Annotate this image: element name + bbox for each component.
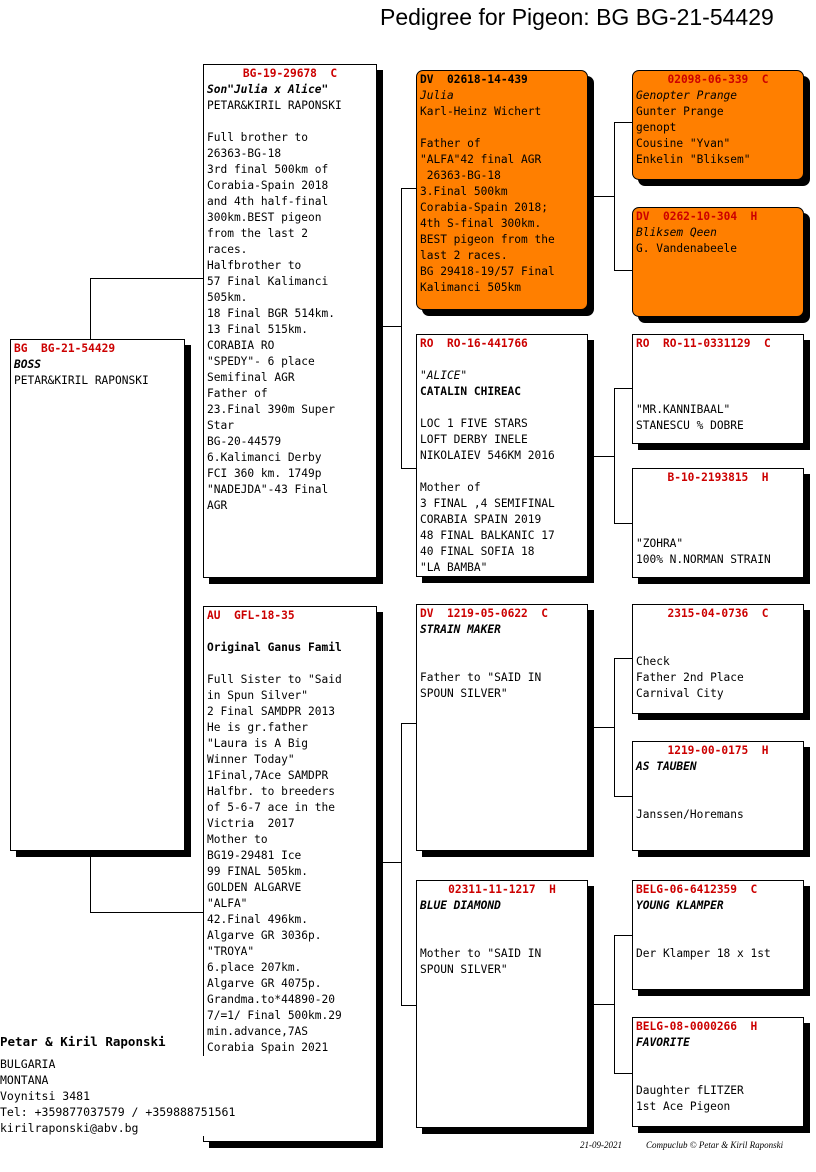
text-line: LOC 1 FIVE STARS [420, 417, 528, 430]
ggp-ring: BELG-08-0000266 H [636, 1020, 758, 1033]
text-line: "LA BAMBA" [420, 561, 488, 574]
text-line: AGR [207, 499, 228, 512]
text-line: Halfbr. to breeders [207, 785, 335, 798]
ggp-card-8[interactable] [632, 1017, 804, 1127]
connector [614, 270, 632, 271]
grandsire-maternal-card[interactable] [416, 604, 588, 851]
subject-ring: BG BG-21-54429 [14, 342, 116, 355]
subject-owner: PETAR&KIRIL RAPONSKI [14, 374, 149, 387]
gp-name: "ALICE" [420, 369, 468, 382]
connector [401, 1005, 416, 1006]
text-line: 26363-BG-18 [420, 169, 501, 182]
text-line: GOLDEN ALGARVE [207, 881, 302, 894]
text-line: Algarve GR 4075p. [207, 977, 322, 990]
text-line: 100% N.NORMAN STRAIN [636, 553, 771, 566]
text-line: 7/=1/ Final 500km.29 [207, 1009, 342, 1022]
text-line: "ZOHRA" [636, 537, 684, 550]
text-line: 505km. [207, 291, 248, 304]
text-line: 3rd final 500km of [207, 163, 329, 176]
ggp-card-1[interactable] [632, 70, 804, 180]
dam-ring: AU GFL-18-35 [207, 609, 295, 622]
text-line: FCI 360 km. 1749p [207, 467, 322, 480]
text-line: He is gr.father [207, 721, 309, 734]
text-line: Winner Today" [207, 753, 295, 766]
text-line: Corabia-Spain 2018; [420, 201, 548, 214]
gp-ring: DV 1219-05-0622 C [420, 607, 549, 620]
sire-ring: BG-19-29678 C [242, 67, 338, 80]
text-line: CORABIA RO [207, 339, 275, 352]
breeder-name: Petar & Kiril Raponski [0, 1034, 166, 1049]
text-line: 42.Final 496km. [207, 913, 309, 926]
text-line: min.advance,7AS [207, 1025, 309, 1038]
connector [614, 388, 632, 389]
connector [614, 388, 615, 523]
connector [588, 196, 614, 197]
text-line: "SPEDY"- 6 place [207, 355, 315, 368]
connector [614, 122, 632, 123]
ggp-card-3[interactable] [632, 334, 804, 444]
ggp-name: FAVORITE [636, 1036, 690, 1049]
text-line: 23.Final 390m Super [207, 403, 335, 416]
text-line: 2 Final SAMDPR 2013 [207, 705, 335, 718]
ggp-name: YOUNG KLAMPER [636, 899, 724, 912]
text-line: Father to "SAID IN [420, 671, 542, 684]
text-line: Father of [207, 387, 268, 400]
ggp-card-7[interactable] [632, 880, 804, 990]
text-line: 3.Final 500km [420, 185, 508, 198]
text-line: Carnival City [636, 687, 724, 700]
ggp-ring: 02098-06-339 C [667, 73, 769, 86]
text-line [420, 464, 584, 480]
gp-notes [420, 946, 584, 978]
ggp-notes [636, 654, 800, 702]
ggp-card-4[interactable] [632, 468, 804, 578]
ggp-card-6[interactable] [632, 741, 804, 851]
grandsire-paternal-card[interactable] [416, 70, 588, 310]
connector [614, 1073, 632, 1074]
connector [401, 188, 402, 468]
text-line: Janssen/Horemans [636, 808, 744, 821]
page-title: Pedigree for Pigeon: BG BG-21-54429 [380, 4, 774, 30]
ggp-owner: G. Vandenabeele [636, 242, 738, 255]
granddam-paternal-card[interactable] [416, 334, 588, 577]
text-line: Full brother to [207, 131, 309, 144]
connector [376, 862, 401, 863]
text-line: Kalimanci 505km [420, 281, 522, 294]
text-line: Corabia Spain 2021 [207, 1041, 329, 1054]
connector [90, 278, 204, 279]
text-line: in Spun Silver" [207, 689, 309, 702]
text-line: Halfbrother to [207, 259, 302, 272]
ggp-name: Bliksem Qeen [636, 226, 717, 239]
connector [614, 523, 632, 524]
text-line: Victria 2017 [207, 817, 295, 830]
text-line: "MR.KANNIBAAL" [636, 403, 731, 416]
gp-ring: DV 02618-14-439 [420, 73, 528, 86]
connector [614, 658, 615, 796]
dam-name: Original Ganus Famil [207, 641, 342, 654]
connector [401, 723, 402, 1005]
ggp-name: AS TAUBEN [636, 760, 697, 773]
breeder-info [0, 1034, 235, 1136]
connector [401, 188, 416, 189]
text-line: Mother to "SAID IN [420, 947, 542, 960]
connector [588, 727, 614, 728]
ggp-ring: B-10-2193815 H [667, 471, 769, 484]
breeder-address [0, 1056, 235, 1136]
gp-notes [420, 416, 584, 576]
dam-notes [207, 672, 373, 1056]
ggp-ring: DV 0262-10-304 H [636, 210, 758, 223]
text-line: BEST pigeon from the [420, 233, 555, 246]
text-line: Daughter fLITZER [636, 1084, 744, 1097]
text-line: "ALFA" [207, 897, 248, 910]
text-line: Grandma.to*44890-20 [207, 993, 335, 1006]
text-line: BG 29418-19/57 Final [420, 265, 555, 278]
text-line: MONTANA [0, 1073, 49, 1087]
gp-name: BLUE DIAMOND [420, 899, 501, 912]
ggp-notes [636, 946, 800, 962]
text-line: Enkelin "Bliksem" [636, 153, 751, 166]
text-line: last 2 races. [420, 249, 508, 262]
connector [376, 326, 401, 327]
ggp-card-5[interactable] [632, 604, 804, 714]
text-line: 13 Final 515km. [207, 323, 309, 336]
ggp-notes [636, 402, 800, 434]
ggp-notes [636, 1083, 800, 1115]
text-line: SPOUN SILVER" [420, 963, 508, 976]
text-line: Semifinal AGR [207, 371, 295, 384]
text-line: 300km.BEST pigeon [207, 211, 322, 224]
ggp-name: Genopter Prange [636, 89, 738, 102]
subject-card[interactable] [10, 339, 185, 851]
text-line: 4th S-final 300km. [420, 217, 542, 230]
text-line: 3 FINAL ,4 SEMIFINAL [420, 497, 555, 510]
text-line: 6.place 207km. [207, 961, 302, 974]
text-line: 40 FINAL SOFIA 18 [420, 545, 535, 558]
connector [588, 456, 614, 457]
text-line: Full Sister to "Said [207, 673, 342, 686]
ggp-owner: Gunter Prange [636, 105, 724, 118]
connector [614, 658, 632, 659]
connector [614, 796, 632, 797]
text-line: from the last 2 [207, 227, 309, 240]
text-line: Mother of [420, 481, 481, 494]
connector [401, 468, 416, 469]
text-line: 1Final,7Ace SAMDPR [207, 769, 329, 782]
text-line: 26363-BG-18 [207, 147, 282, 160]
text-line: BG19-29481 Ice [207, 849, 302, 862]
text-line: and 4th half-final [207, 195, 329, 208]
text-line: Algarve GR 3036p. [207, 929, 322, 942]
text-line: Corabia-Spain 2018 [207, 179, 329, 192]
sire-name: Son"Julia x Alice" [207, 83, 329, 96]
gp-name: Julia [420, 89, 454, 102]
sire-notes [207, 130, 373, 514]
text-line: LOFT DERBY INELE [420, 433, 528, 446]
text-line: "Laura is A Big [207, 737, 309, 750]
ggp-ring: 1219-00-0175 H [667, 744, 769, 757]
connector [588, 1004, 614, 1005]
footer-credit: Compuclub © Petar & Kiril Raponski [646, 1140, 784, 1150]
text-line: races. [207, 243, 248, 256]
gp-name: STRAIN MAKER [420, 623, 501, 636]
connector [90, 278, 91, 340]
ggp-card-2[interactable] [632, 207, 804, 317]
gp-notes [420, 670, 584, 702]
sire-owner: PETAR&KIRIL RAPONSKI [207, 99, 342, 112]
gp-ring: 02311-11-1217 H [448, 883, 556, 896]
text-line: Tel: +359877037579 / +359888751561 [0, 1105, 236, 1119]
ggp-notes [636, 807, 800, 823]
text-line: BG-20-44579 [207, 435, 282, 448]
text-line: 18 Final BGR 514km. [207, 307, 335, 320]
text-line: 57 Final Kalimanci [207, 275, 329, 288]
text-line: NIKOLAIEV 546KM 2016 [420, 449, 555, 462]
footer-date: 21-09-2021 [580, 1140, 622, 1150]
text-line: Voynitsi 3481 [0, 1089, 91, 1103]
ggp-notes [636, 120, 800, 168]
sire-card[interactable] [203, 64, 377, 578]
text-line: Check [636, 655, 670, 668]
text-line: BULGARIA [0, 1057, 56, 1071]
text-line: SPOUN SILVER" [420, 687, 508, 700]
text-line: Cousine "Yvan" [636, 137, 731, 150]
text-line: CORABIA SPAIN 2019 [420, 513, 542, 526]
connector [401, 723, 416, 724]
connector [614, 935, 632, 936]
text-line: "NADEJDA"-43 Final [207, 483, 329, 496]
gp-notes [420, 136, 584, 296]
text-line: 48 FINAL BALKANIC 17 [420, 529, 555, 542]
text-line: Der Klamper 18 x 1st [636, 947, 771, 960]
subject-name: BOSS [14, 358, 41, 371]
text-line: Star [207, 419, 234, 432]
text-line: 6.Kalimanci Derby [207, 451, 322, 464]
connector [90, 852, 91, 912]
ggp-ring: RO RO-11-0331129 C [636, 337, 771, 350]
granddam-maternal-card[interactable] [416, 880, 588, 1128]
text-line: 99 FINAL 505km. [207, 865, 309, 878]
gp-owner: Karl-Heinz Wichert [420, 105, 542, 118]
text-line: Father of [420, 137, 481, 150]
text-line: 1st Ace Pigeon [636, 1100, 731, 1113]
text-line: STANESCU % DOBRE [636, 419, 744, 432]
text-line: of 5-6-7 ace in the [207, 801, 335, 814]
ggp-notes [636, 536, 800, 568]
text-line: "TROYA" [207, 945, 255, 958]
text-line: genopt [636, 121, 677, 134]
ggp-ring: BELG-06-6412359 C [636, 883, 758, 896]
connector [614, 122, 615, 270]
gp-owner: CATALIN CHIREAC [420, 385, 522, 398]
gp-ring: RO RO-16-441766 [420, 337, 528, 350]
text-line: "ALFA"42 final AGR [420, 153, 542, 166]
ggp-ring: 2315-04-0736 C [667, 607, 769, 620]
connector [614, 935, 615, 1073]
connector [90, 912, 204, 913]
text-line: Mother to [207, 833, 268, 846]
text-line: kirilraponski@abv.bg [0, 1121, 139, 1135]
text-line: Father 2nd Place [636, 671, 744, 684]
